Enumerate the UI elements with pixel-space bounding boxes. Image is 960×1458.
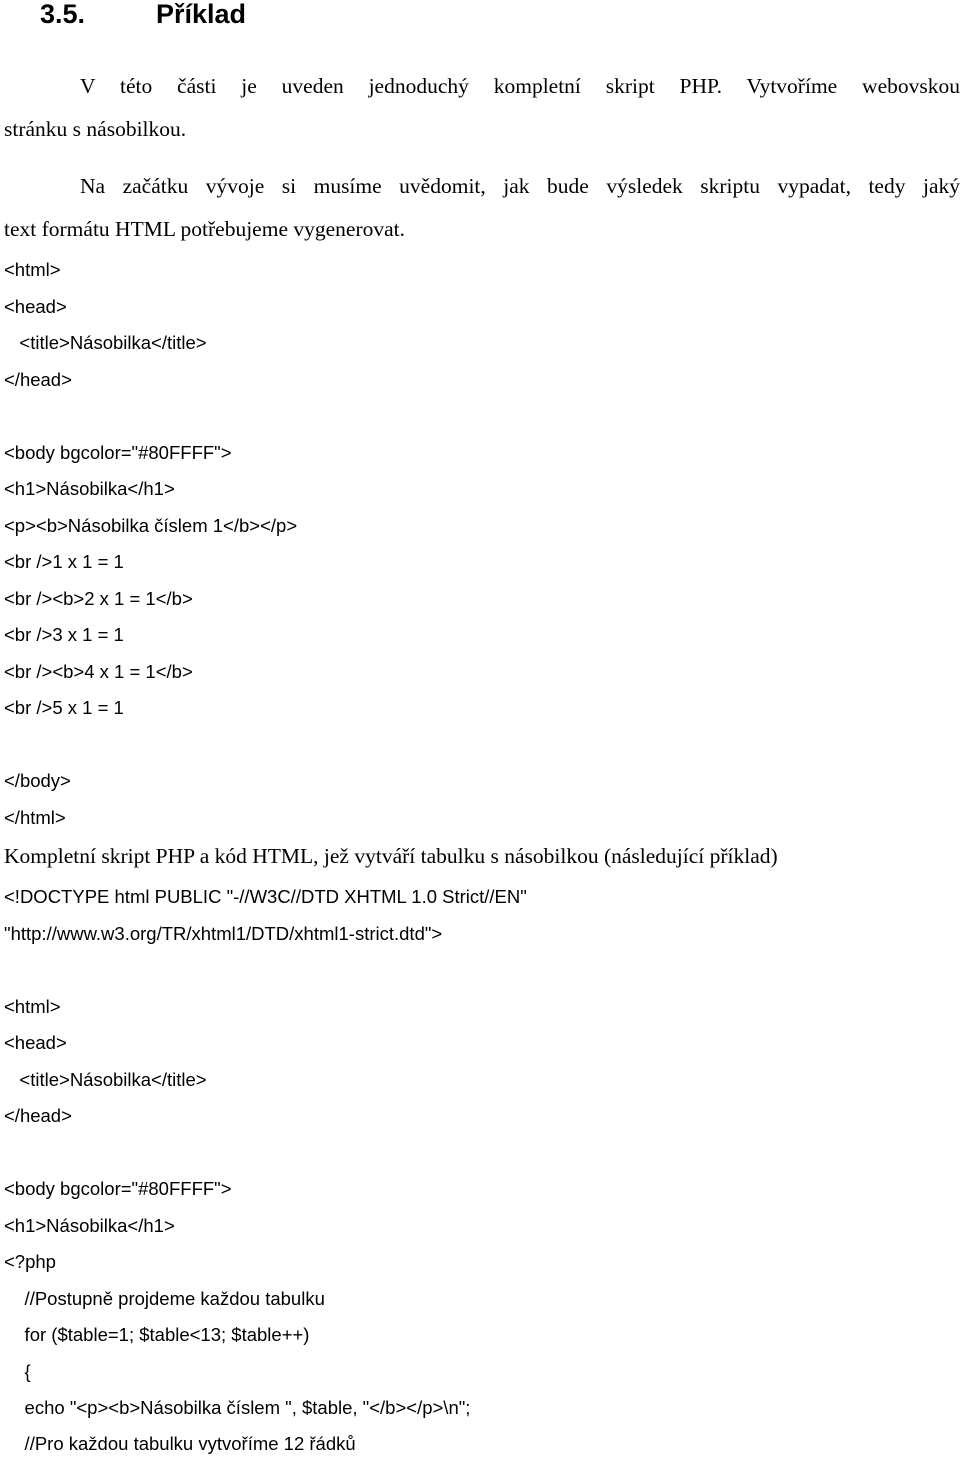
- code-line: <h1>Násobilka</h1>: [4, 478, 175, 499]
- intro-paragraph-2-line-1: Na začátku vývoje si musíme uvědomit, jak bude výsledek skriptu vypadat, tedy jaký: [80, 174, 960, 198]
- code-line: <br />3 x 1 = 1: [4, 624, 124, 645]
- code-line: echo "<p><b>Násobilka číslem ", $table, "</b></p>\n";: [4, 1397, 471, 1418]
- code-line: <html>: [4, 259, 61, 280]
- code-line: </body>: [4, 770, 71, 791]
- code-line: </html>: [4, 807, 66, 828]
- code-line: <br />5 x 1 = 1: [4, 697, 124, 718]
- code-line: {: [4, 1361, 31, 1382]
- code-line: //Pro každou tabulku vytvoříme 12 řádků: [4, 1433, 356, 1454]
- code-line: for ($table=1; $table<13; $table++): [4, 1324, 310, 1345]
- intro-paragraph-1-line-2: stránku s násobilkou.: [4, 117, 187, 141]
- intro-paragraph-2-line-2: text formátu HTML potřebujeme vygenerovat.: [4, 217, 406, 241]
- code-line: <br /><b>2 x 1 = 1</b>: [4, 588, 193, 609]
- code-line: <h1>Násobilka</h1>: [4, 1215, 175, 1236]
- code-line: //Postupně projdeme každou tabulku: [4, 1288, 325, 1309]
- code-line: <br /><b>4 x 1 = 1</b>: [4, 661, 193, 682]
- code-line: <head>: [4, 296, 67, 317]
- code-line: <title>Násobilka</title>: [4, 1069, 207, 1090]
- section-title: Příklad: [156, 0, 247, 29]
- code-line: <p><b>Násobilka číslem 1</b></p>: [4, 515, 298, 536]
- code-line: <html>: [4, 996, 61, 1017]
- code-line: <!DOCTYPE html PUBLIC "-//W3C//DTD XHTML 1.0 Strict//EN": [4, 886, 527, 907]
- example-caption: Kompletní skript PHP a kód HTML, jež vytváří tabulku s násobilkou (následující příklad): [4, 844, 778, 868]
- code-line: <?php: [4, 1251, 56, 1272]
- code-line: <br />1 x 1 = 1: [4, 551, 124, 572]
- code-line: <body bgcolor="#80FFFF">: [4, 442, 232, 463]
- section-number: 3.5.: [40, 0, 86, 29]
- code-line: "http://www.w3.org/TR/xhtml1/DTD/xhtml1-strict.dtd">: [4, 923, 443, 944]
- code-line: <head>: [4, 1032, 67, 1053]
- code-line: </head>: [4, 1105, 72, 1126]
- code-line: <body bgcolor="#80FFFF">: [4, 1178, 232, 1199]
- code-line: <title>Násobilka</title>: [4, 332, 207, 353]
- intro-paragraph-1-line-1: V této části je uveden jednoduchý kompletní skript PHP. Vytvoříme webovskou: [80, 74, 960, 98]
- section-heading: [40, 0, 246, 30]
- code-line: </head>: [4, 369, 72, 390]
